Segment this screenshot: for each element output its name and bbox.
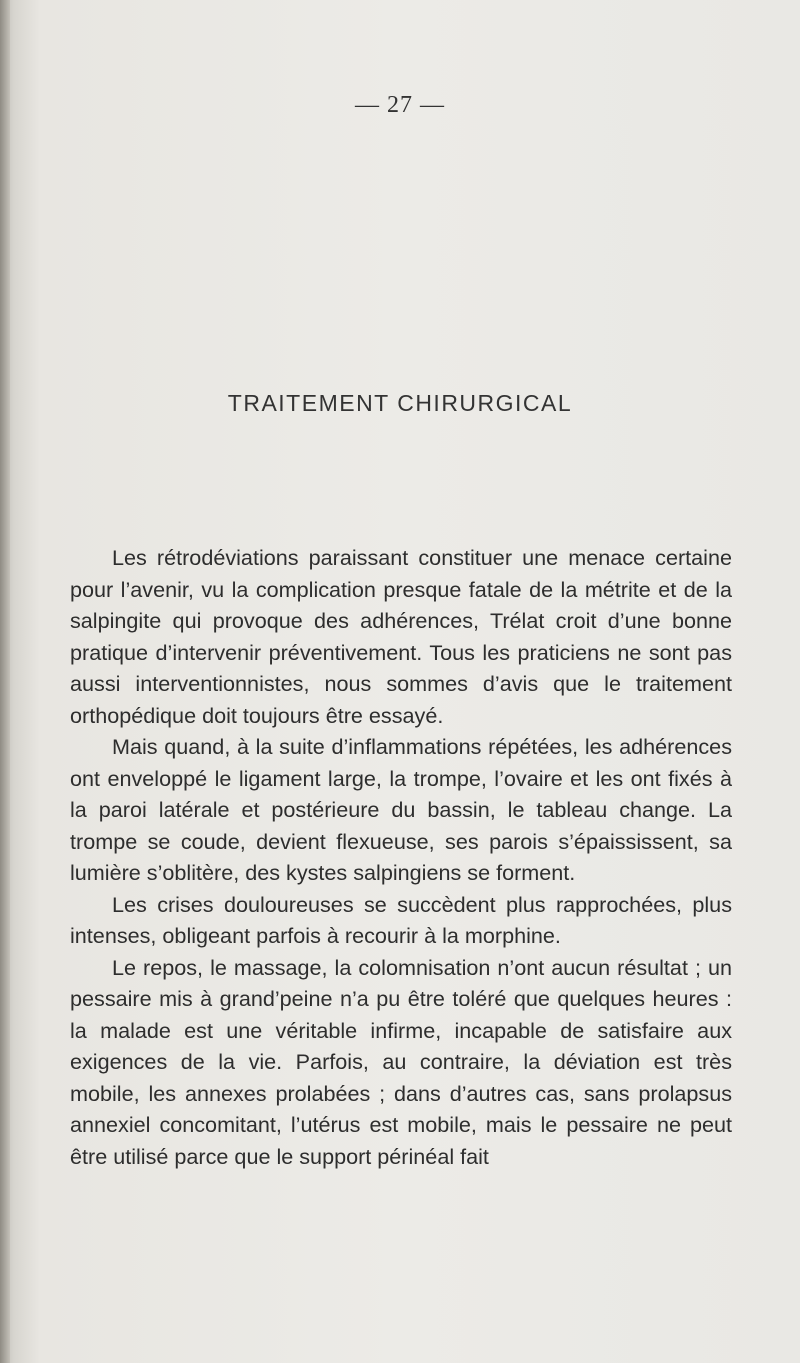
body-text (70, 542, 732, 1172)
paragraph-2: Mais quand, à la suite d’inflammations répétées, les adhérences ont enveloppé le ligament large, la trompe, l’ovaire et les ont fixés à la paroi latérale et postérieure du bassin, le tableau change. La trompe se coude, devient flexueuse, ses parois s’épaississent, sa lumière s’oblitère, des kystes salpingiens se forment. (70, 734, 732, 885)
paragraph-3: Les crises douloureuses se succèdent plus rapprochées, plus intenses, obligeant parfois à recourir à la morphine. (70, 891, 732, 948)
page-spine-shadow (0, 0, 10, 1363)
paragraph-4: Le repos, le massage, la colomnisation n’ont aucun résultat ; un pessaire mis à grand’peine n’a pu être toléré que quelques heures : la malade est une véritable infirme, incapable de satisfaire aux exigences de la vie. Parfois, au contraire, la déviation est très mobile, les annexes prolabées ; dans d’autres cas, sans prolapsus annexiel concomitant, l’utérus est mobile, mais le pessaire ne peut être utilisé parce que le support périnéal fait (70, 954, 732, 1169)
page-number: — 27 — (355, 92, 445, 118)
chapter-title: TRAITEMENT CHIRURGICAL (227, 390, 573, 416)
paragraph-1: Les rétrodéviations paraissant constituer une menace certaine pour l’avenir, vu la complication presque fatale de la métrite et de la salpingite qui provoque des adhérences, Trélat croit d’une bonne pratique d’intervenir préventivement. Tous les praticiens ne sont pas aussi interventionnistes, nous sommes d’avis que le traitement orthopédique doit toujours être essayé. (70, 545, 732, 728)
